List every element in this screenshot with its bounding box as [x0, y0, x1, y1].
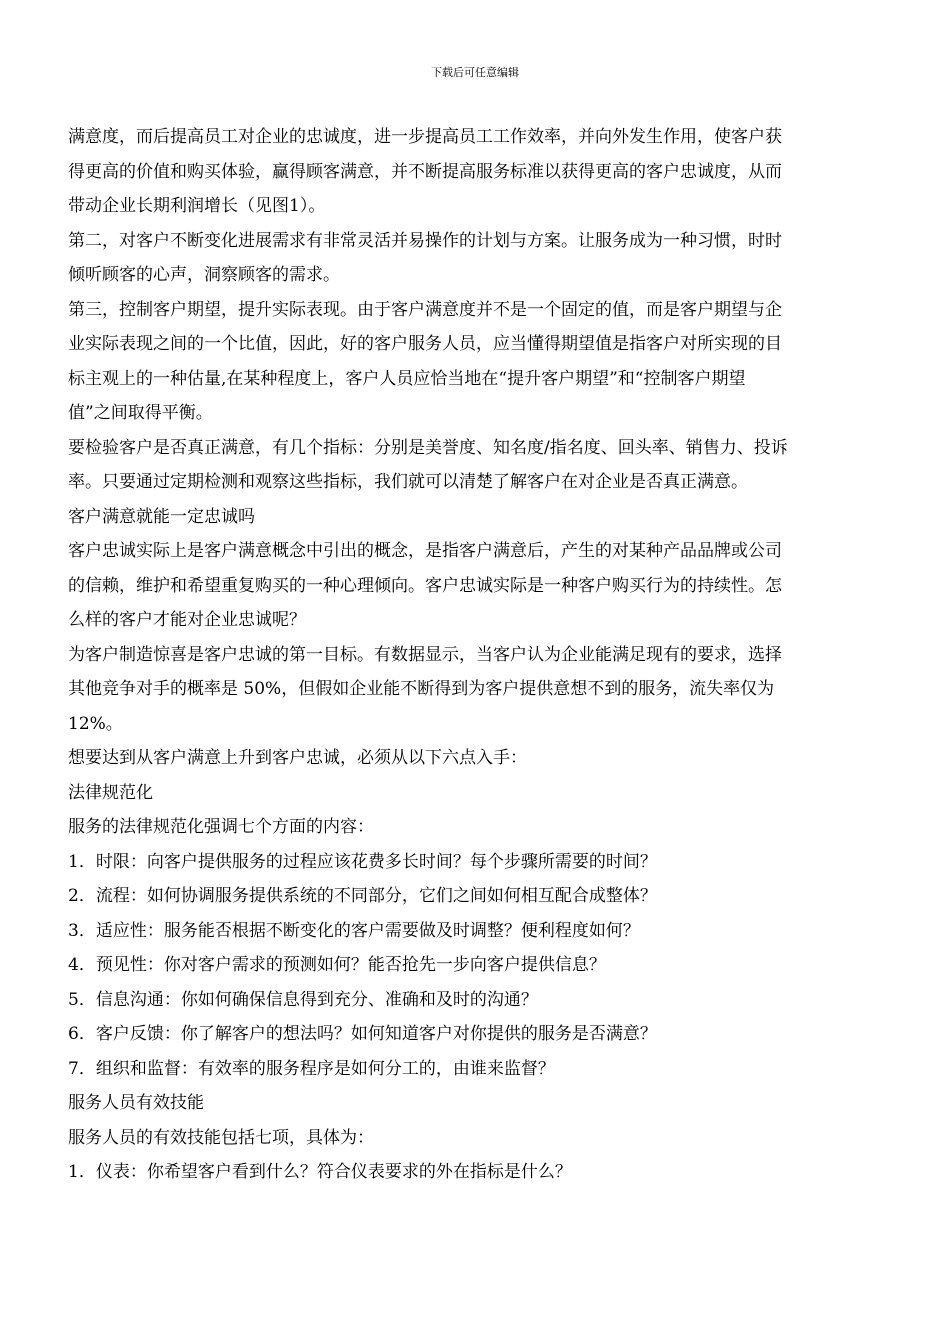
list-item: 7．组织和监督：有效率的服务程序是如何分工的，由谁来监督？	[68, 1058, 555, 1079]
list-item: 2．流程：如何协调服务提供系统的不同部分，它们之间如何相互配合成整体？	[68, 886, 657, 906]
text-line: 的信赖，维护和希望重复购买的一种心理倾向。客户忠诚实际是一种客户购买行为的持续性。怎	[68, 575, 782, 596]
text-line: 服务人员的有效技能包括七项，具体为：	[68, 1127, 374, 1148]
text-line: 第三，控制客户期望，提升实际表现。由于客户满意度并不是一个固定的值，而是客户期望与企	[68, 299, 782, 320]
page-header: 下载后可任意编辑	[431, 66, 519, 79]
text-line: 得更高的价值和购买体验，赢得顾客满意，并不断提高服务标准以获得更高的客户忠诚度，从而	[68, 161, 782, 182]
text-line: 服务的法律规范化强调七个方面的内容：	[68, 817, 374, 837]
text-line: 第二，对客户不断变化进展需求有非常灵活并易操作的计划与方案。让服务成为一种习惯，时时	[68, 230, 782, 251]
text-line: 要检验客户是否真正满意，有几个指标：分别是美誉度、知名度/指名度、回头率、销售力、投诉	[68, 437, 788, 458]
document-body	[68, 120, 888, 1190]
text-line: 12%。	[68, 713, 123, 734]
text-line: 么样的客户才能对企业忠诚呢？	[68, 610, 306, 630]
section-heading: 法律规范化	[68, 782, 153, 803]
text-line: 客户忠诚实际上是客户满意概念中引出的概念，是指客户满意后，产生的对某种产品品牌或公司	[68, 541, 782, 561]
text-line: 率。只要通过定期检测和观察这些指标，我们就可以清楚了解客户在对企业是否真正满意。	[68, 472, 748, 492]
list-item: 4．预见性：你对客户需求的预测如何？能否抢先一步向客户提供信息？	[68, 955, 606, 975]
list-item: 3．适应性：服务能否根据不断变化的客户需要做及时调整？便利程度如何？	[68, 920, 640, 941]
text-line: 为客户制造惊喜是客户忠诚的第一目标。有数据显示，当客户认为企业能满足现有的要求，选择	[68, 644, 782, 665]
list-item: 1．时限：向客户提供服务的过程应该花费多长时间？每个步骤所需要的时间？	[68, 851, 657, 872]
list-item: 6．客户反馈：你了解客户的想法吗？如何知道客户对你提供的服务是否满意？	[68, 1024, 657, 1044]
text-line: 倾听顾客的心声，洞察顾客的需求。	[68, 265, 340, 285]
text-line: 标主观上的一种估量,在某种程度上，客户人员应恰当地在“提升客户期望”和“控制客户期望	[68, 368, 746, 389]
text-line: 满意度，而后提高员工对企业的忠诚度，进一步提高员工工作效率，并向外发生作用，使客户获	[68, 127, 782, 147]
list-item: 5．信息沟通：你如何确保信息得到充分、准确和及时的沟通？	[68, 989, 538, 1010]
text-line: 想要达到从客户满意上升到客户忠诚，必须从以下六点入手：	[68, 748, 527, 768]
text-line: 其他竞争对手的概率是 50%，但假如企业能不断得到为客户提供意想不到的服务，流失率仅为	[68, 679, 775, 699]
list-item: 1．仪表：你希望客户看到什么？符合仪表要求的外在指标是什么？	[68, 1162, 572, 1182]
section-heading: 服务人员有效技能	[68, 1093, 204, 1113]
text-line: 业实际表现之间的一个比值，因此，好的客户服务人员，应当懂得期望值是指客户对所实现的目	[68, 334, 782, 354]
text-line: 带动企业长期利润增长（见图1）。	[68, 196, 326, 216]
section-heading: 客户满意就能一定忠诚吗	[68, 506, 255, 527]
text-line: 值”之间取得平衡。	[68, 403, 213, 423]
